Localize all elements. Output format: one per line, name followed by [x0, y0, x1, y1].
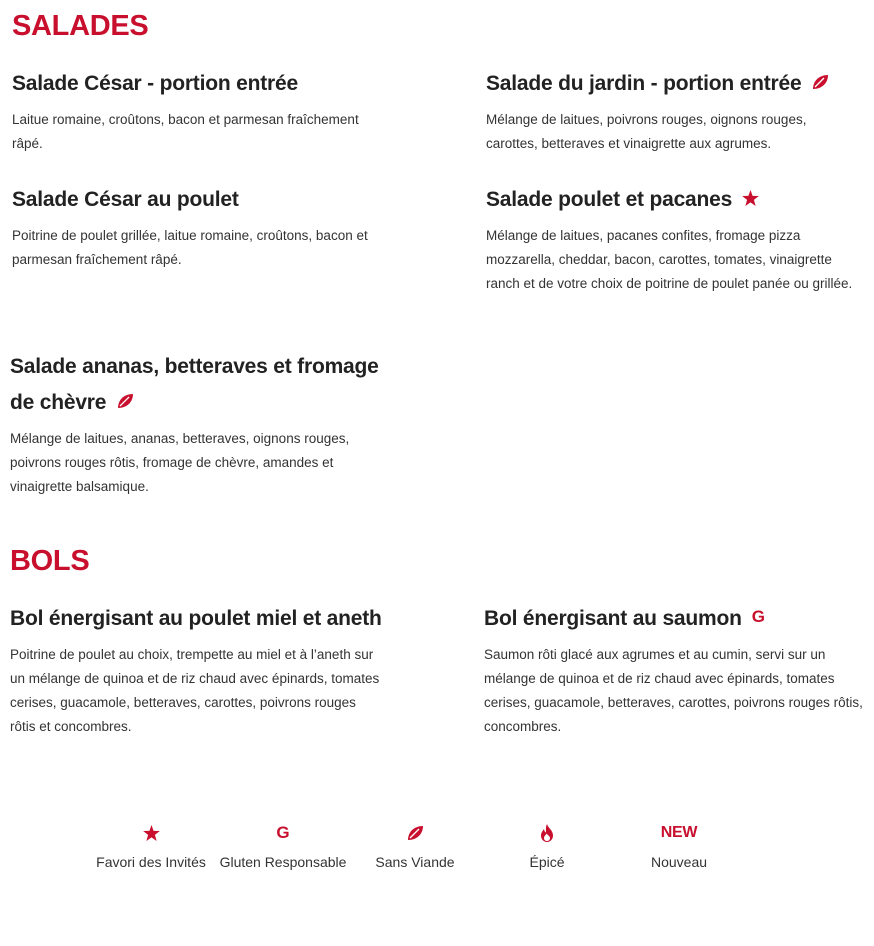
menu-item-name: Bol énergisant au poulet miel et aneth — [10, 607, 382, 630]
legend-item-gluten — [213, 818, 353, 874]
menu-item-description: Mélange de laitues, pacanes confites, fromage pizza mozzarella, cheddar, bacon, carottes, tomates, vinaigrette ranch et de votre choix de poitrine de poulet panée ou grillée. — [486, 228, 853, 291]
menu-item-title — [484, 601, 864, 637]
menu-item — [10, 349, 385, 499]
legend-label: Gluten Responsable — [219, 854, 347, 870]
menu-item — [12, 182, 387, 272]
new-badge-icon: NEW — [660, 824, 698, 841]
star-icon — [742, 190, 759, 206]
gluten-icon: G — [751, 607, 765, 627]
leaf-icon — [811, 74, 829, 90]
menu-item-title — [10, 349, 385, 421]
legend-item-new — [609, 818, 749, 874]
menu-item-name: Salade poulet et pacanes — [486, 188, 733, 211]
menu-item — [484, 601, 864, 739]
legend-item-favorite — [81, 818, 221, 874]
legend-label: Épicé — [529, 854, 565, 870]
menu-item-name: Salade ananas, betteraves et fromage de chèvre — [10, 355, 379, 414]
legend-label: Favori des Invités — [96, 854, 206, 870]
menu-item-name: Salade César au poulet — [12, 188, 239, 211]
legend-item-spicy — [477, 818, 617, 874]
legend-item-meatless — [345, 818, 485, 874]
menu-item-description: Poitrine de poulet au choix, trempette au miel et à l’aneth sur un mélange de quinoa et de riz chaud avec épinards, tomates cerises, guacamole, betteraves, carottes, poivrons rouges rôtis et concombres. — [10, 647, 380, 734]
menu-item-description: Mélange de laitues, poivrons rouges, oignons rouges, carottes, betteraves et vinaigrette aux agrumes. — [486, 112, 807, 151]
menu-item-name: Salade du jardin - portion entrée — [486, 72, 802, 95]
menu-item-title — [10, 601, 385, 637]
gluten-icon: G — [276, 823, 290, 842]
menu-item — [486, 66, 861, 156]
menu-item-name: Bol énergisant au saumon — [484, 607, 742, 630]
menu-item-title — [486, 182, 861, 218]
legend-label: Sans Viande — [375, 854, 455, 870]
legend — [0, 818, 874, 918]
menu-item-description: Mélange de laitues, ananas, betteraves, oignons rouges, poivrons rouges rôtis, fromage de chèvre, amandes et vinaigrette balsamique. — [10, 431, 350, 494]
menu-item-description: Poitrine de poulet grillée, laitue romaine, croûtons, bacon et parmesan fraîchement râpé. — [12, 228, 368, 267]
menu-item — [10, 601, 385, 739]
star-icon — [81, 818, 221, 848]
legend-label: Nouveau — [650, 854, 708, 870]
flame-icon — [477, 818, 617, 848]
menu-item-title — [12, 182, 387, 218]
menu-item-name: Salade César - portion entrée — [12, 72, 298, 95]
menu-item — [486, 182, 861, 296]
menu-item-title — [486, 66, 861, 102]
section-title-bols: BOLS — [10, 545, 90, 577]
leaf-icon — [345, 818, 485, 848]
menu-item-title — [12, 66, 387, 102]
menu-item-description: Laitue romaine, croûtons, bacon et parmesan fraîchement râpé. — [12, 112, 359, 151]
section-title-salades: SALADES — [12, 10, 149, 42]
menu-item — [12, 66, 387, 156]
leaf-icon — [116, 393, 134, 409]
menu-item-description: Saumon rôti glacé aux agrumes et au cumin, servi sur un mélange de quinoa et de riz chaud avec épinards, tomates cerises, guacamole, betteraves, carottes, poivrons rouges rôtis, concombres. — [484, 647, 863, 735]
